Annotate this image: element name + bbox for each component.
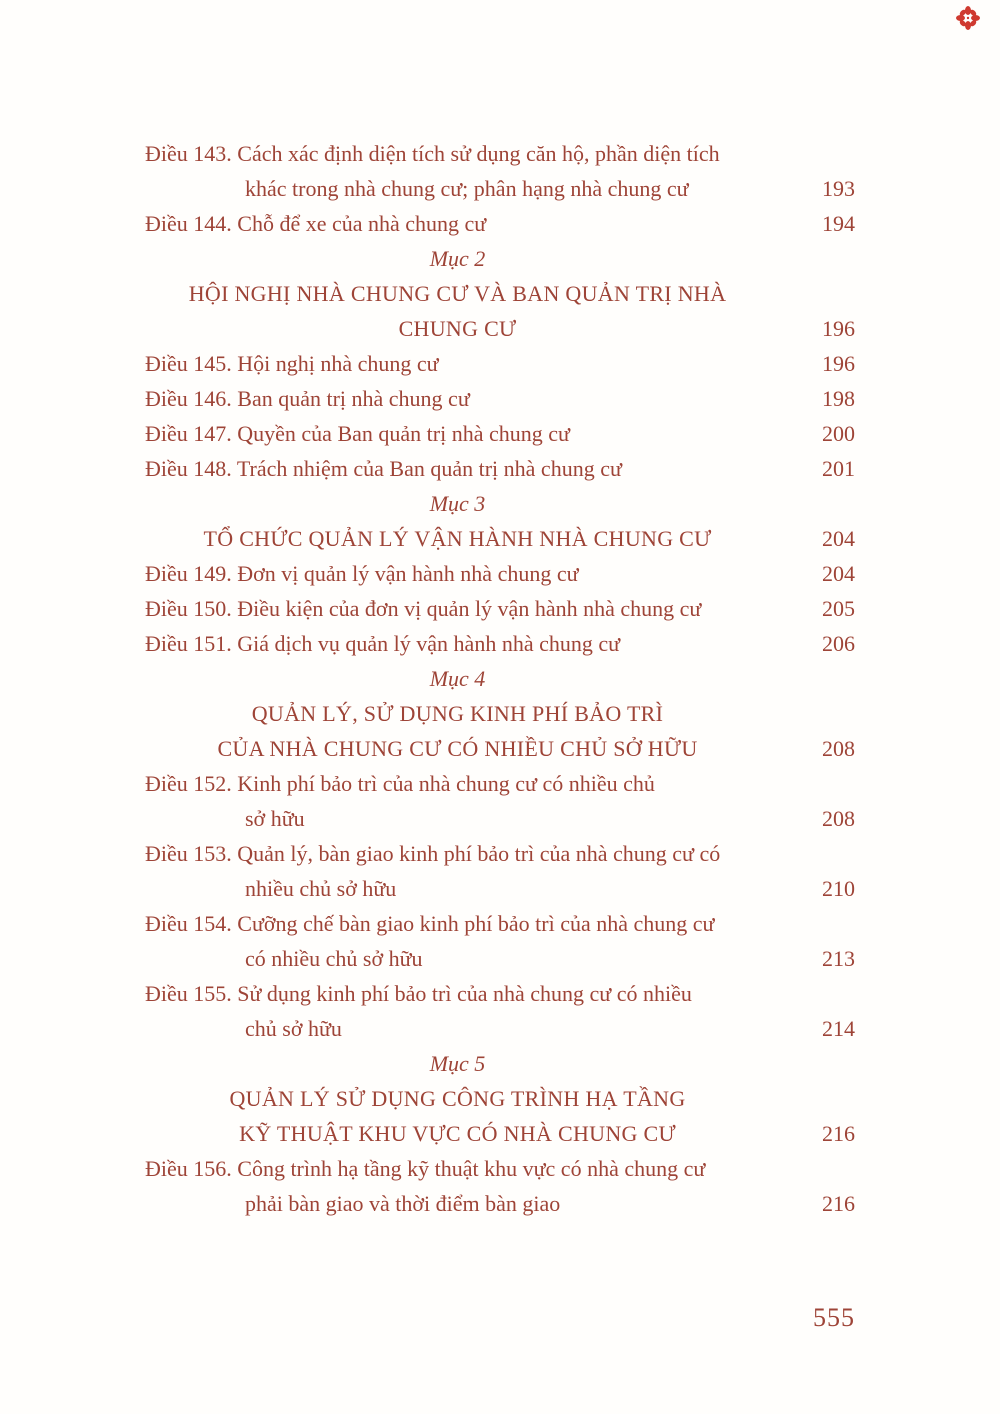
toc-page-number: 194 <box>822 211 855 236</box>
toc-line-text: Điều 146. Ban quản trị nhà chung cư <box>145 386 470 411</box>
toc-article-line <box>145 206 855 241</box>
toc-line-text: Điều 149. Đơn vị quản lý vận hành nhà chung cư <box>145 561 579 586</box>
toc-line-text: Điều 148. Trách nhiệm của Ban quản trị nhà chung cư <box>145 456 622 481</box>
toc-article-line <box>145 801 855 836</box>
toc-line-text: có nhiều chủ sở hữu <box>245 946 423 971</box>
toc-article-line <box>145 906 855 941</box>
toc-line-text: phải bàn giao và thời điểm bàn giao <box>245 1191 561 1216</box>
toc-article-line <box>145 381 855 416</box>
toc-page-number: 205 <box>822 596 855 621</box>
toc-section-title <box>145 696 855 731</box>
toc-page-number: 208 <box>822 736 855 761</box>
toc-article-line <box>145 171 855 206</box>
toc-section-label <box>145 1046 855 1081</box>
toc-line-text: QUẢN LÝ, SỬ DỤNG KINH PHÍ BẢO TRÌ <box>251 701 664 726</box>
toc-article-line <box>145 556 855 591</box>
toc-line-text: TỔ CHỨC QUẢN LÝ VẬN HÀNH NHÀ CHUNG CƯ <box>203 526 712 551</box>
toc-line-text: sở hữu <box>245 806 305 831</box>
toc-article-line <box>145 626 855 661</box>
toc-line-text: Mục 3 <box>429 491 486 516</box>
toc-line-text: Điều 143. Cách xác định diện tích sử dụng căn hộ, phần diện tích <box>145 141 720 166</box>
toc-page-number: 196 <box>822 351 855 376</box>
toc-page-number: 200 <box>822 421 855 446</box>
toc-article-line <box>145 976 855 1011</box>
toc-line-text: Điều 151. Giá dịch vụ quản lý vận hành nhà chung cư <box>145 631 621 656</box>
toc-section-title <box>145 1081 855 1116</box>
toc-line-text: Điều 154. Cưỡng chế bàn giao kinh phí bảo trì của nhà chung cư <box>145 911 715 936</box>
toc-section-label <box>145 486 855 521</box>
toc-page-number: 198 <box>822 386 855 411</box>
toc-line-text: khác trong nhà chung cư; phân hạng nhà chung cư <box>245 176 689 201</box>
toc-article-line <box>145 871 855 906</box>
toc-line-text: KỸ THUẬT KHU VỰC CÓ NHÀ CHUNG CƯ <box>239 1121 676 1146</box>
toc-line-text: Điều 147. Quyền của Ban quản trị nhà chung cư <box>145 421 570 446</box>
toc-article-line <box>145 1186 855 1221</box>
toc-article-line <box>145 136 855 171</box>
toc-page-number: 216 <box>822 1121 855 1146</box>
toc-section-title <box>145 1116 855 1151</box>
toc-page-number: 214 <box>822 1016 855 1041</box>
toc-page-number: 208 <box>822 806 855 831</box>
toc-article-line <box>145 591 855 626</box>
toc-page-number: 204 <box>822 526 855 551</box>
toc-section-title <box>145 311 855 346</box>
toc-page-number: 204 <box>822 561 855 586</box>
toc-line-text: Điều 155. Sử dụng kinh phí bảo trì của nhà chung cư có nhiều <box>145 981 692 1006</box>
toc-section-title <box>145 731 855 766</box>
toc-line-text: Điều 156. Công trình hạ tầng kỹ thuật khu vực có nhà chung cư <box>145 1156 706 1181</box>
toc-line-text: nhiều chủ sở hữu <box>245 876 397 901</box>
toc-line-text: CHUNG CƯ <box>398 316 517 341</box>
toc-page-number: 210 <box>822 876 855 901</box>
toc-line-text: Điều 152. Kinh phí bảo trì của nhà chung cư có nhiều chủ <box>145 771 655 796</box>
toc-line-text: Mục 5 <box>429 1051 486 1076</box>
toc-article-line <box>145 1011 855 1046</box>
toc-page-number: 201 <box>822 456 855 481</box>
flower-ornament-icon <box>956 6 980 30</box>
toc-line-text: Điều 150. Điều kiện của đơn vị quản lý vận hành nhà chung cư <box>145 596 702 621</box>
toc-section-label <box>145 241 855 276</box>
toc-article-line <box>145 766 855 801</box>
toc-line-text: chủ sở hữu <box>245 1016 342 1041</box>
page-number: 555 <box>813 1303 855 1332</box>
toc-page-number: 193 <box>822 176 855 201</box>
toc-line-text: HỘI NGHỊ NHÀ CHUNG CƯ VÀ BAN QUẢN TRỊ NHÀ <box>188 281 727 306</box>
toc-article-line <box>145 451 855 486</box>
toc-line-text: Mục 4 <box>429 666 486 691</box>
toc-line-text: Điều 145. Hội nghị nhà chung cư <box>145 351 439 376</box>
toc-section-title <box>145 276 855 311</box>
toc-section-title <box>145 521 855 556</box>
toc-line-text: Điều 144. Chỗ để xe của nhà chung cư <box>145 211 487 236</box>
toc-article-line <box>145 941 855 976</box>
toc-article-line <box>145 346 855 381</box>
toc-article-line <box>145 1151 855 1186</box>
toc-page-number: 196 <box>822 316 855 341</box>
toc-article-line <box>145 416 855 451</box>
table-of-contents <box>145 136 855 1221</box>
toc-line-text: QUẢN LÝ SỬ DỤNG CÔNG TRÌNH HẠ TẦNG <box>229 1086 686 1111</box>
toc-page-number: 213 <box>822 946 855 971</box>
toc-section-label <box>145 661 855 696</box>
toc-page-number: 216 <box>822 1191 855 1216</box>
toc-page-number: 206 <box>822 631 855 656</box>
toc-article-line <box>145 836 855 871</box>
toc-line-text: Điều 153. Quản lý, bàn giao kinh phí bảo trì của nhà chung cư có <box>145 841 721 866</box>
toc-line-text: CỦA NHÀ CHUNG CƯ CÓ NHIỀU CHỦ SỞ HỮU <box>217 736 698 761</box>
toc-line-text: Mục 2 <box>429 246 486 271</box>
